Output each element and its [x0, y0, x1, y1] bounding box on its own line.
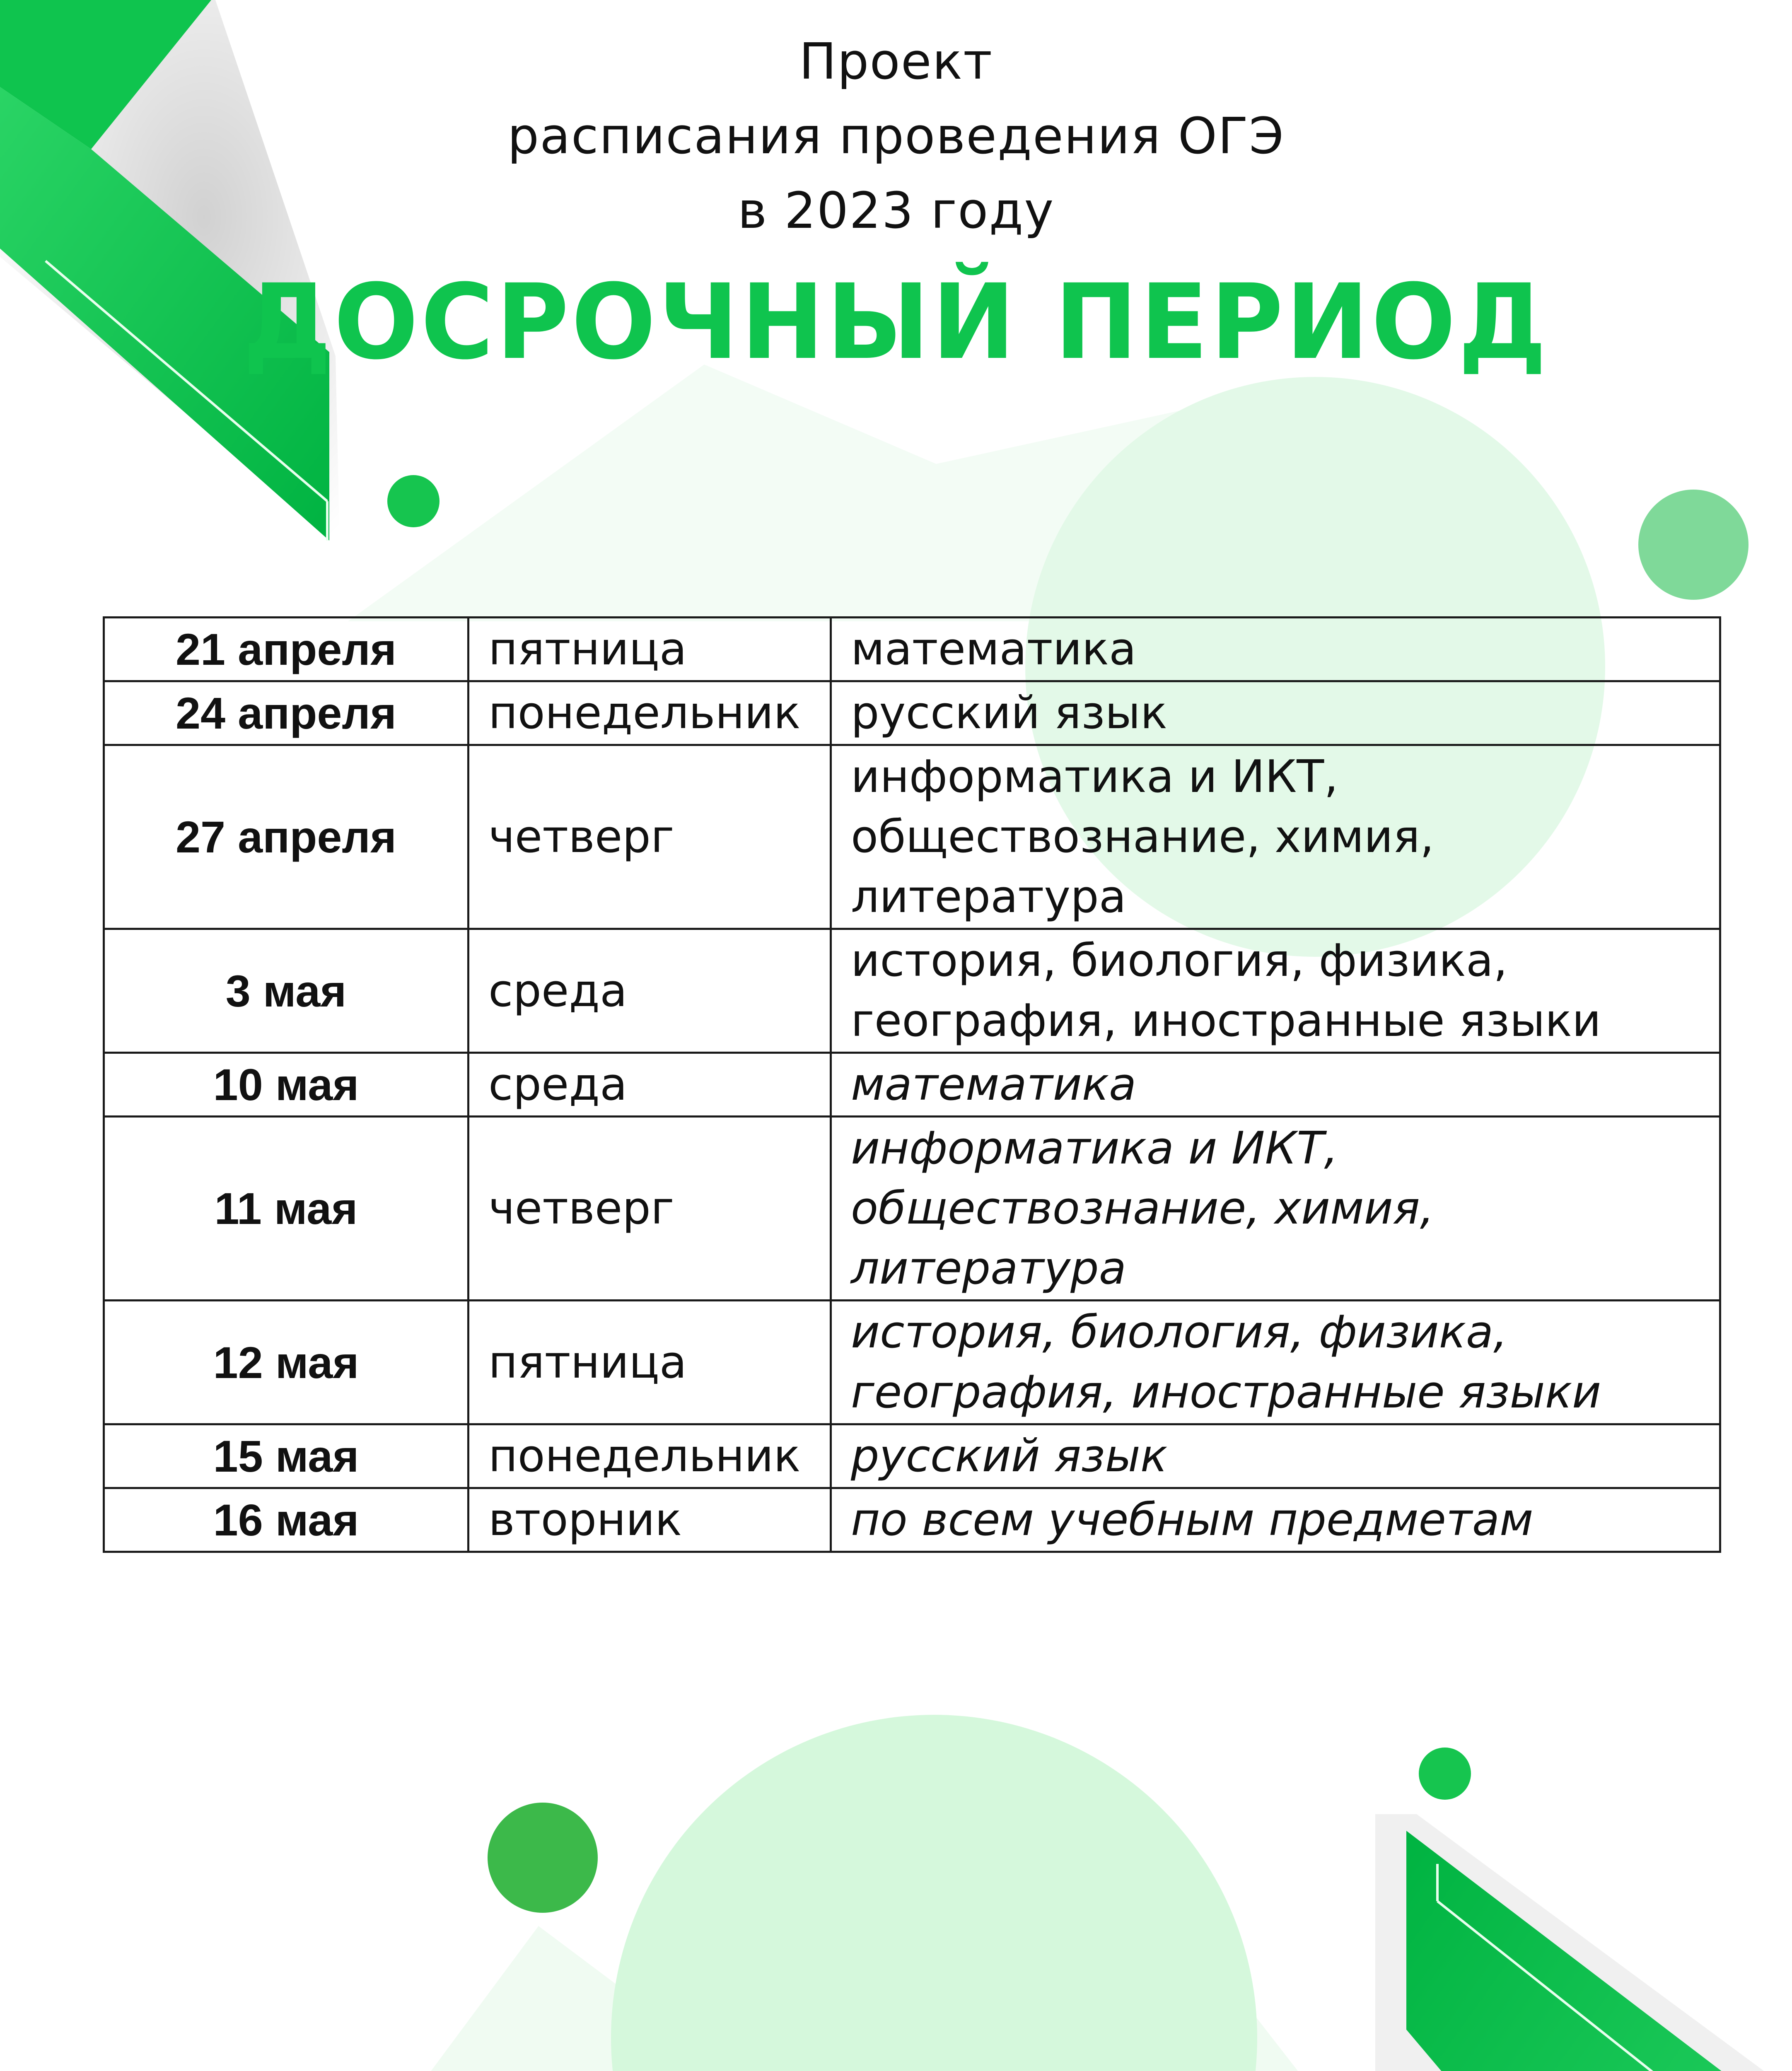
table-row: [104, 1424, 1720, 1488]
title-line-2: расписания проведения ОГЭ: [507, 108, 1285, 165]
exam-subjects: [831, 1117, 1720, 1301]
exam-date: 27 апреля: [104, 745, 469, 929]
table-row: [104, 1301, 1720, 1424]
subject-line: математика: [851, 623, 1137, 675]
exam-date: 12 мая: [104, 1301, 469, 1424]
exam-weekday: вторник: [469, 1488, 831, 1552]
table-row: [104, 929, 1720, 1053]
subject-line: география, иностранные языки: [851, 995, 1601, 1047]
exam-subjects: [831, 1301, 1720, 1424]
exam-subjects: [831, 1053, 1720, 1117]
exam-date: 3 мая: [104, 929, 469, 1053]
exam-weekday: четверг: [469, 745, 831, 929]
title-line-3: в 2023 году: [737, 182, 1055, 240]
small-circle-left: [387, 475, 440, 527]
subject-line: информатика и ИКТ,: [851, 1122, 1338, 1174]
exam-subjects: [831, 1424, 1720, 1488]
period-title: ДОСРОЧНЫЙ ПЕРИОД: [243, 262, 1549, 382]
schedule-body: [104, 618, 1720, 1552]
exam-date: 10 мая: [104, 1053, 469, 1117]
subject-line: география, иностранные языки: [851, 1366, 1601, 1418]
table-row: [104, 1117, 1720, 1301]
subject-line: математика: [851, 1059, 1137, 1110]
exam-weekday: среда: [469, 1053, 831, 1117]
schedule-table: [103, 616, 1721, 1553]
medium-circle-bottom-left: [488, 1803, 598, 1913]
exam-weekday: пятница: [469, 1301, 831, 1424]
small-circle-bottom-right: [1419, 1748, 1471, 1800]
table-row: [104, 681, 1720, 745]
table-row: [104, 618, 1720, 681]
exam-date: 24 апреля: [104, 681, 469, 745]
small-circle-right: [1638, 490, 1749, 600]
subject-line: обществознание, химия,: [851, 1183, 1435, 1234]
subject-line: по всем учебным предметам: [851, 1494, 1534, 1546]
exam-subjects: [831, 681, 1720, 745]
exam-weekday: понедельник: [469, 681, 831, 745]
table-row: [104, 1053, 1720, 1117]
subject-line: русский язык: [851, 687, 1168, 739]
table-row: [104, 745, 1720, 929]
table-row: [104, 1488, 1720, 1552]
exam-date: 15 мая: [104, 1424, 469, 1488]
exam-weekday: понедельник: [469, 1424, 831, 1488]
subject-line: история, биология, физика,: [851, 935, 1508, 987]
subject-line: литература: [851, 1243, 1126, 1294]
exam-weekday: пятница: [469, 618, 831, 681]
title-line-1: Проект: [799, 33, 993, 91]
exam-date: 16 мая: [104, 1488, 469, 1552]
light-circle-bottom: [611, 1715, 1257, 2071]
exam-subjects: [831, 929, 1720, 1053]
subject-line: русский язык: [851, 1430, 1168, 1482]
subject-line: история, биология, физика,: [851, 1306, 1508, 1358]
header: [0, 25, 1792, 384]
exam-weekday: четверг: [469, 1117, 831, 1301]
exam-date: 21 апреля: [104, 618, 469, 681]
exam-subjects: [831, 618, 1720, 681]
subject-line: литература: [851, 871, 1126, 923]
subject-line: обществознание, химия,: [851, 811, 1435, 863]
exam-subjects: [831, 1488, 1720, 1552]
exam-weekday: среда: [469, 929, 831, 1053]
subject-line: информатика и ИКТ,: [851, 751, 1338, 803]
exam-date: 11 мая: [104, 1117, 469, 1301]
exam-subjects: [831, 745, 1720, 929]
